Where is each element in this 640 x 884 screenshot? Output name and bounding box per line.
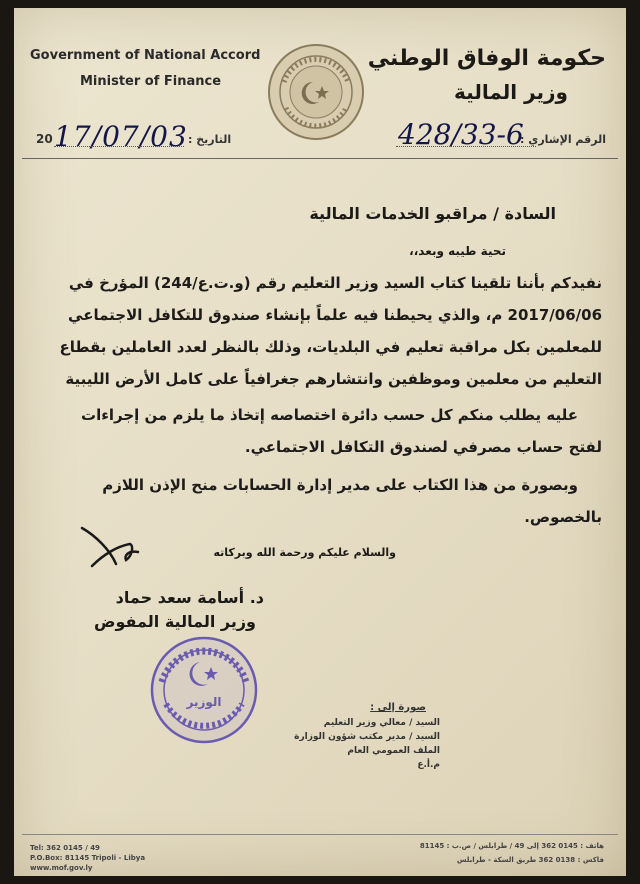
cc-heading: صورة إلى :: [370, 702, 426, 713]
letter-sheet: [14, 8, 626, 876]
cc-item-4: م.أ.ع: [417, 760, 440, 770]
ministry-name-ar: وزير المالية: [454, 80, 568, 104]
body-line-3: للمعلمين بكل مراقبة تعليم في البلديات، وذلك بالنظر لعدد العاملين بقطاع: [59, 338, 602, 356]
body-line-7: وبصورة من هذا الكتاب على مدير إدارة الحسابات منح الإذن اللازم: [102, 476, 578, 494]
footer-tel: Tel: 362 0145 / 49: [30, 844, 100, 852]
ref-label: الرقم الإشاري :: [520, 133, 606, 146]
date-prefix: 20: [36, 132, 53, 146]
date-handwritten: 17/07/03: [54, 120, 188, 153]
signatory-title: وزير المالية المفوض: [93, 612, 256, 631]
date-dotted-line: [54, 146, 184, 147]
ref-dotted-line: [396, 146, 536, 147]
body-line-8: بالخصوص.: [524, 508, 602, 526]
body-line-2: 2017/06/06 م، والذي يحيطنا فيه علماً بإنشاء صندوق للتكافل الاجتماعي: [68, 306, 602, 324]
minister-stamp: [148, 634, 260, 746]
body-line-5: عليه يطلب منكم كل حسب دائرة اختصاصه إتخاذ ما يلزم من إجراءات: [81, 406, 578, 424]
footer-phone-ar: هاتف : 0145 362 إلى 49 / طرابلس / ص.ب : 81145: [419, 842, 604, 850]
ref-number-handwritten: 428/33-6: [398, 118, 524, 151]
body-line-1: نفيدكم بأننا تلقينا كتاب السيد وزير التعليم رقم (و.ت.ع/244) المؤرخ في: [68, 274, 602, 292]
signatory-name: د. أسامة سعد حماد: [115, 588, 264, 607]
body-line-6: لفتح حساب مصرفي لصندوق التكافل الاجتماعي.: [244, 438, 602, 456]
cc-item-2: السيد / مدير مكتب شؤون الوزارة: [294, 732, 440, 742]
date-label: التاريخ :: [188, 133, 232, 146]
cc-item-1: السيد / معالي وزير التعليم: [323, 718, 440, 728]
footer-website: www.mof.gov.ly: [30, 864, 93, 872]
body-line-4: التعليم من معلمين وموظفين وانتشارهم جغرافياً على كامل الأرض الليبية: [65, 370, 602, 388]
ministry-seal-logo: [266, 42, 366, 142]
ministry-name-en: Minister of Finance: [80, 74, 222, 89]
gov-name-ar: حكومة الوفاق الوطني: [367, 46, 606, 71]
footer-divider: [22, 834, 618, 835]
handwritten-signature: [74, 506, 154, 570]
gov-name-en: Government of National Accord: [30, 48, 261, 63]
greeting: تحية طيبه وبعد،،: [409, 244, 506, 258]
footer-pobox: P.O.Box: 81145 Tripoli - Libya: [30, 854, 146, 862]
header-divider: [22, 158, 618, 159]
stamp-text: الوزير: [186, 695, 222, 709]
footer-fax-ar: فاكس : 0138 362 طريق السكة - طرابلس: [456, 856, 604, 864]
cc-item-3: الملف العمومي العام: [347, 746, 440, 756]
closing: والسلام عليكم ورحمة الله وبركاته: [213, 546, 396, 559]
addressee: السادة / مراقبو الخدمات المالية: [309, 204, 556, 223]
